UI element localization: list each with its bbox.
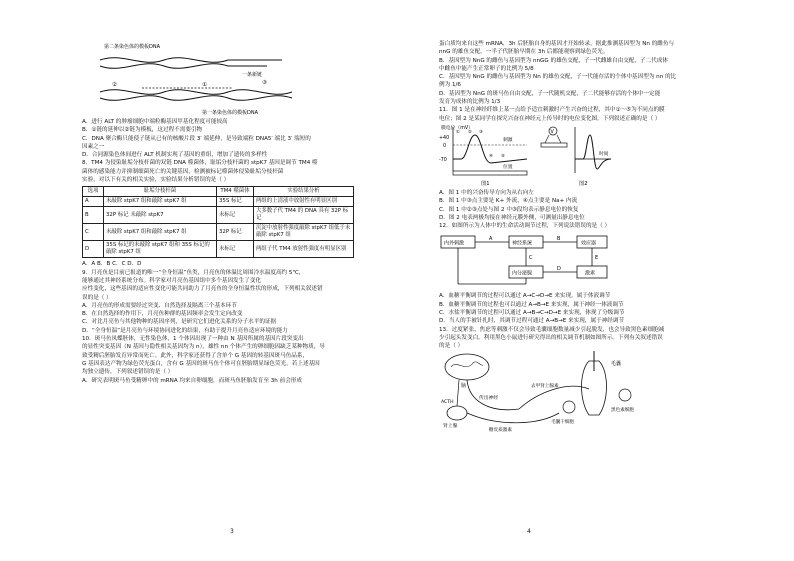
- hair-regulation-diagram: [439, 351, 669, 433]
- q10-option-d2: 发育为成体的比例为 1/3: [439, 99, 501, 106]
- q10-stem-1: 10．斑马鱼凤蝶胚体，无性染色体，1 个体因出现了一种由 N 基因所属的基因片段突变出: [82, 336, 304, 343]
- table-row: [83, 241, 354, 258]
- q10-cont-2: nnG 的雄鱼交配，一半子代胚胎早期在 3h 后都能观察到绿色荧光。: [439, 49, 609, 56]
- q-alt-b: B．①链的延伸以②链为模板，这过程不需要引物: [82, 127, 203, 134]
- q9-stem-2: 能够通过其神经系统分布。科学家对月亮鱼基因组中多个基因发生了变化: [82, 277, 262, 284]
- table-header: 选项: [83, 187, 104, 197]
- q8-stem-3: 实验，对以下有关的相关实验，实验结果分析错误的是（ ）: [82, 177, 230, 184]
- q12-option-b: B．血糖平衡调节的过程也可以通过 A→B→E 来实现，属于神经一体液调节: [439, 301, 624, 308]
- q10-option-b: B．基因型为 NnG 的雌鱼与基因型为 nnGG 的雄鱼交配，子一代雌雄自由交配，子二代成体: [439, 57, 668, 64]
- acth-label: ACTH: [441, 399, 454, 405]
- table-cell: C: [83, 224, 104, 241]
- q10-option-d: D．基因型为 NnG 的斑马鱼自由交配，子一代随机交配，子二代能够存活的个体中一定能: [439, 90, 661, 97]
- table-cell: 两组的上清液中放射性有明显区别: [254, 197, 354, 207]
- fig-num-1: ①: [202, 82, 207, 88]
- label-b: B: [557, 236, 561, 243]
- fig11-cap1: 图1: [481, 180, 490, 187]
- fig-num-2: ②: [112, 82, 117, 88]
- adrenal-label: 肾上腺: [443, 423, 458, 429]
- nor-label: 去甲肾上腺素: [531, 383, 559, 389]
- q11-option-d: D．图 2 电表两极均接在神经元膜外侧，可测量出静息电位: [439, 214, 585, 221]
- q11-figure: [439, 123, 774, 189]
- box-stimulus: 内外刺激: [444, 240, 465, 247]
- label-c: C: [529, 255, 533, 262]
- voltmeter-icon: V: [550, 129, 554, 135]
- label-a: A: [489, 236, 493, 243]
- table-row: [83, 224, 354, 241]
- label-d: D: [557, 266, 561, 273]
- q-alt-c2: 因素之一: [82, 143, 105, 150]
- hair-label: 毛囊: [611, 360, 622, 367]
- table-cell: 32P 标记 未敲除 stpK7: [104, 207, 217, 224]
- q11-option-a: A．图 1 中的兴奋传导方向为从右向左: [439, 189, 534, 196]
- fig-label-top: 第二条染色体的模板DNA: [104, 44, 161, 50]
- fig11-num-2: ②: [468, 129, 472, 135]
- table-cell: 未标记: [217, 241, 254, 258]
- fig-label-bottom: 第一条染色体的模板DNA: [202, 110, 259, 116]
- q10-stem-3: 致受精后胚胎发育异常而死亡。此外，科学家还获得了含单个 G 基因的转基因斑马鱼品系，: [82, 352, 309, 359]
- melano-label: 黑色素细胞: [611, 407, 634, 413]
- q8-options: A．A B．B C．C D．D: [82, 261, 142, 268]
- table-cell: 大多数子代 TM4 的 DNA 具有 32P 标记: [254, 207, 354, 224]
- table-cell: B: [83, 207, 104, 224]
- fig11-cap2: 图2: [579, 180, 588, 187]
- q10-stem-4: G 基因表达产物为绿色荧光蛋白，含有 G 基因的斑马鱼个体可在胚胎期显绿色荧光。若上述基因: [82, 360, 320, 367]
- q12-figure: [439, 230, 774, 292]
- q10-stem-5: 均独立遗传，下列叙述错误的是（ ）: [82, 369, 174, 376]
- q9-option-a: A．月亮鱼的形成需要经过突变、自然选择及隔离三个基本环节: [82, 302, 237, 309]
- q-alt-a: A．进行 ALT 的肿瘤细胞中端粒酶基因甲基化程度可能较高: [82, 119, 228, 125]
- page-number: 3: [230, 528, 234, 535]
- fig11-num-5: ⑤: [501, 153, 505, 159]
- table-row: [83, 197, 354, 207]
- table-cell: 35S 标记: [217, 197, 254, 207]
- q11-option-b: B．图 1 中③点主要是 K+ 外流，④点主要是 Na+ 内流: [439, 198, 578, 205]
- q13-figure: [439, 351, 774, 433]
- q13-stem-2: 少引起头发变白。利用黑色小鼠进行研究得出的相关调节机制如图所示。下列有关叙述错误: [439, 334, 663, 341]
- q10-option-c: C．基因型为 NnG 的雌鱼与基因型为 Nn 的雄鱼交配，子一代能存活的个体中基因型为 nn 的比: [439, 74, 677, 81]
- q-alt-d: D．合同源染色体间进行 ALT 机制实现了基因的重组，增加了遗传的多样性: [82, 152, 268, 159]
- fig-label-mid: 一条新链: [242, 72, 263, 78]
- label-e: E: [595, 255, 599, 262]
- table-cell: A: [83, 197, 104, 207]
- q11-stem-2: 电位；图 2 是某同学在探究兴奋在神经元上传导时的电位变化图。下列叙述正确的是（ ）: [439, 115, 661, 122]
- fig11-p40: +40: [439, 135, 450, 141]
- fig11-num-4: ④: [489, 153, 493, 159]
- table-cell: 35S 标记的未敲除 stpK7 组和 35S 标记的敲除 stpK7 组: [104, 241, 217, 258]
- q9-stem-3: 应性变化，这些基因的适应性变化可能共同助力了月亮鱼的全身恒温性状的形成，下列相关叙述错: [82, 286, 323, 293]
- table-cell: 未敲除 stpK7 组和敲除 stpK7 组: [104, 224, 217, 241]
- q11-stem-1: 11．图 1 是在神经纤维上某一点给予适宜刺激时产生兴奋的过程，其中①～⑤为不同点的膜: [439, 107, 665, 114]
- q9-stem-4: 误的是（ ）: [82, 294, 112, 301]
- fig11-stim: 刺激: [503, 137, 513, 143]
- q10-option-a: A．研究表明斑马鱼受精卵中的 mRNA 均来自卵细胞，而斑马鱼胚胎发育至 3h 前会形成: [82, 377, 302, 384]
- fig11-location: 位置: [503, 164, 513, 170]
- table-cell: D: [83, 241, 104, 258]
- nerve-label: 传出神经: [479, 395, 499, 401]
- table-header: TM4 噬菌体: [217, 187, 254, 197]
- q8-table: [82, 186, 354, 258]
- fig11-num-3: ③: [479, 129, 483, 135]
- q8-stem-1: 8．TM4 为侵染耻垢分枝杆菌的双链 DNA 噬菌体，耻垢分枝杆菌的 stpK7 基因是调节 TM4 噬: [82, 160, 318, 167]
- q-alt-c: C．DNA 聚合酶只能使子链从已有的核酸片段 3′ 端延伸，是导致端粒 DNA5′ 端比 3′ 端短的: [82, 135, 311, 142]
- fig11-m70: -70: [439, 157, 447, 163]
- dna-replication-diagram: [82, 40, 322, 118]
- q10-option-c2: 例为 1/6: [439, 82, 461, 89]
- box-endocrine: 内分泌腺: [512, 270, 533, 277]
- table-row: [83, 207, 354, 224]
- brain-label: 脑: [461, 382, 467, 389]
- table-header: 实验结果分析: [254, 187, 354, 197]
- q12-option-d: D．当人的手被针扎时，其调节过程可通过 A→B→E 来实现，属于神经调节: [439, 318, 625, 325]
- q10-cont-1: 蛋白质均来自这些 mRNA，3h 后胚胎自身的基因才开始转录，据此推测基因型为 Nn 的雌鱼与: [439, 41, 675, 47]
- table-cell: 未标记: [217, 207, 254, 224]
- q12-option-c: C．水盐平衡调节的过程可以通过 A→B→C→D→E 来实现，体现了分级调节: [439, 310, 625, 317]
- q11-option-c: C．图 1 中②③点处与图 2 中③段均表示静息电位的恢复: [439, 206, 579, 213]
- page-number: 4: [527, 528, 531, 535]
- fig11-time: 时间: [599, 151, 609, 157]
- q10-stem-2: 的显性突变基因（N 基因与隐性相关基因均为 n），雄性 nn 个体产生的卵细胞因缺乏某种物质，导: [82, 344, 325, 351]
- table-cell: 沉淀中放射性强度敲除 stpK7 组低于未敲除 stpK7 组: [254, 224, 354, 241]
- fig11-zero: 0: [443, 143, 447, 149]
- regulation-flow-diagram: [439, 230, 639, 292]
- q12-option-a: A．血糖平衡调节的过程可以通过 A→C→D→E 来实现，属于体液调节: [439, 293, 611, 300]
- fig11-ylabel: 膜电位（mV）: [441, 125, 473, 131]
- dna-replication-figure: [82, 40, 383, 118]
- q9-stem-1: 9．月亮鱼是目前已报道的唯一“全身恒温”鱼类，月亮鱼的体温比周围冷水温度高约 5℃，: [82, 269, 305, 276]
- q13-stem-3: 的是（ ）: [439, 343, 464, 350]
- q9-option-b: B．在自然选择的作用下，月亮鱼种群的基因频率会发生定向改变: [82, 311, 243, 318]
- table-cell: 两组子代 TM4 放射性强度有明显区别: [254, 241, 354, 258]
- table-cell: 未敲除 stpK7 组和敲除 stpK7 组: [104, 197, 217, 207]
- box-nervous: 神经系统: [512, 240, 533, 247]
- q9-option-d: D．“全身恒温”是月亮鱼与环境协同进化的结果，有助于提升月亮鱼适应环境的能力: [82, 327, 288, 334]
- q13-stem-1: 13．过度紧张、焦虑等刺激不仅会导致毛囊细胞数量减少引起脱发，也会导致黑色素细胞减: [439, 326, 665, 333]
- q12-stem: 12．如图所示为人体中的生命活动调节过程，下列说法错误的是（ ）: [439, 223, 611, 230]
- box-effector: 效应器: [581, 240, 597, 247]
- table-header: 耻垢分枝杆菌: [104, 187, 217, 197]
- membrane-potential-diagram: [439, 123, 639, 189]
- fig-num-3: ③: [262, 80, 267, 86]
- stem-label: 毛囊干细胞: [551, 419, 574, 425]
- box-hormone: 激素: [585, 270, 596, 277]
- q8-stem-2: 菌体的感染能力并抑制细菌死亡的关键基因，检测被标记噬菌体侵染耻垢分枝杆菌: [82, 168, 284, 175]
- q9-option-c: C．对比月亮鱼与其他物种的基因序列，是研究它们进化关系的分子水平的证据: [82, 319, 277, 326]
- table-cell: 32P 标记: [217, 224, 254, 241]
- table-header-row: [83, 187, 354, 197]
- fig11-num-1: ①: [456, 129, 460, 135]
- page-4: [397, 0, 794, 561]
- gc-label: 糖皮质激素: [489, 427, 512, 433]
- q10-option-b2: 中雌鱼中能产生正常卵子的比例为 5/8: [439, 65, 534, 72]
